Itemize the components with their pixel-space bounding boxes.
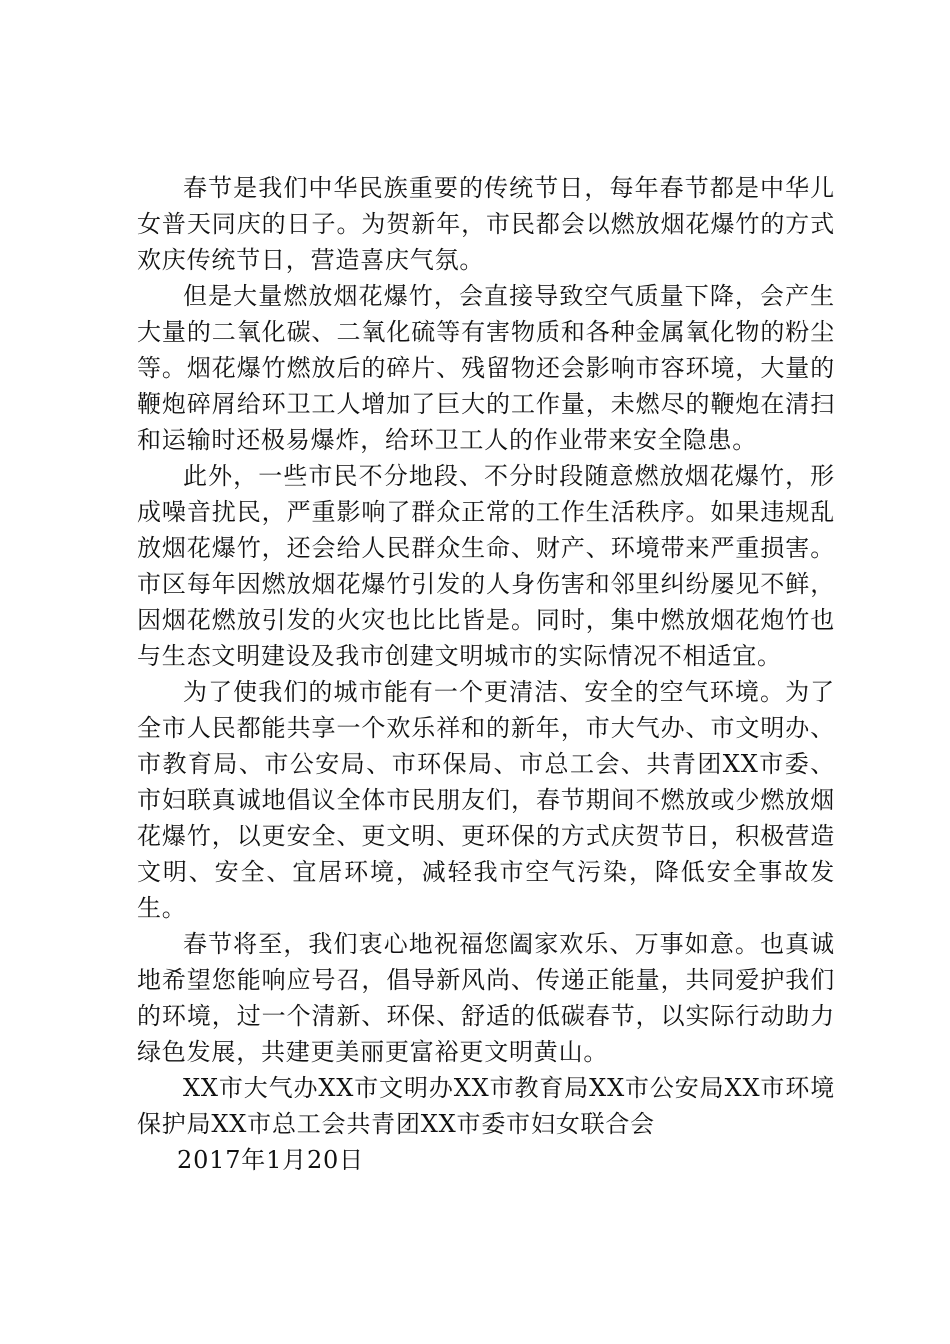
paragraph-spring-festival-intro: 春节是我们中华民族重要的传统节日，每年春节都是中华儿女普天同庆的日子。为贺新年，市民都会以燃放烟花爆竹的方式欢庆传统节日，营造喜庆气氛。	[137, 174, 835, 274]
paragraph-noise-and-safety: 此外，一些市民不分地段、不分时段随意燃放烟花爆竹，形成噪音扰民，严重影响了群众正常的工作生活秩序。如果违规乱放烟花爆竹，还会给人民群众生命、财产、环境带来严重损害。市区每年因燃放烟花爆竹引发的人身伤害和邻里纠纷屡见不鲜，因烟花燃放引发的火灾也比比皆是。同时，集中燃放烟花炮竹也与生态文明建设及我市创建文明城市的实际情况不相适宜。	[137, 462, 835, 670]
signature-organizations: XX市大气办XX市文明办XX市教育局XX市公安局XX市环境保护局XX市总工会共青团XX市委市妇女联合会	[137, 1074, 835, 1138]
paragraph-blessing: 春节将至，我们衷心地祝福您阖家欢乐、万事如意。也真诚地希望您能响应号召，倡导新风尚、传递正能量，共同爱护我们的环境，过一个清新、环保、舒适的低碳春节，以实际行动助力绿色发展，共建更美丽更富裕更文明黄山。	[137, 930, 835, 1066]
paragraph-air-pollution: 但是大量燃放烟花爆竹，会直接导致空气质量下降，会产生大量的二氧化碳、二氧化硫等有害物质和各种金属氧化物的粉尘等。烟花爆竹燃放后的碎片、残留物还会影响市容环境，大量的鞭炮碎屑给环卫工人增加了巨大的工作量，未燃尽的鞭炮在清扫和运输时还极易爆炸，给环卫工人的作业带来安全隐患。	[137, 282, 835, 454]
document-body	[137, 170, 835, 1178]
paragraph-initiative: 为了使我们的城市能有一个更清洁、安全的空气环境。为了全市人民都能共享一个欢乐祥和的新年，市大气办、市文明办、市教育局、市公安局、市环保局、市总工会、共青团XX市委、市妇联真诚地倡议全体市民朋友们，春节期间不燃放或少燃放烟花爆竹，以更安全、更文明、更环保的方式庆贺节日，积极营造文明、安全、宜居环境，减轻我市空气污染，降低安全事故发生。	[137, 678, 835, 922]
document-date: 2017年1月20日	[177, 1146, 364, 1174]
